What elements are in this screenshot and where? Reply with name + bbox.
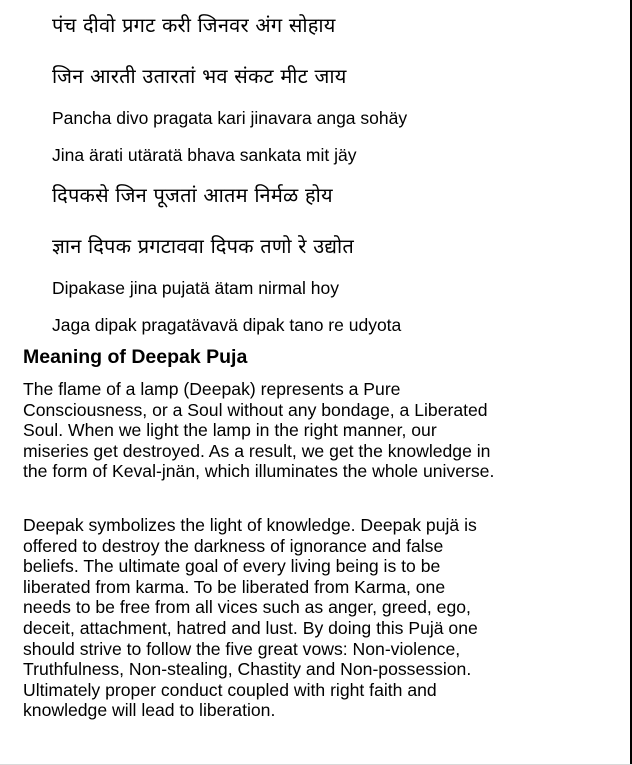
verse1-devanagari-line1: पंच दीवो प्रगट करी जिनवर अंग सोहाय xyxy=(52,13,336,37)
paragraph-line: The flame of a lamp (Deepak) represents a Pure xyxy=(23,379,401,399)
paragraph-line: should strive to follow the five great vows: Non-violence, xyxy=(23,638,461,659)
meaning-paragraph-1 xyxy=(23,379,623,482)
paragraph-line: knowledge will lead to liberation. xyxy=(23,700,276,721)
meaning-heading: Meaning of Deepak Puja xyxy=(23,346,248,368)
paragraph-line: Ultimately proper conduct coupled with right faith and xyxy=(23,679,437,700)
paragraph-line: Soul. When we light the lamp in the right manner, our xyxy=(23,420,437,441)
paragraph-line: liberated from karma. To be liberated from Karma, one xyxy=(23,576,446,597)
verse2-devanagari-line1: दिपकसे जिन पूजतां आतम निर्मळ होय xyxy=(52,183,333,207)
verse1-transliteration-line2: Jina ärati utäratä bhava sankata mit jäy xyxy=(52,145,357,165)
verse2-transliteration-line1: Dipakase jina pujatä ätam nirmal hoy xyxy=(52,278,339,298)
paragraph-line: Truthfulness, Non-stealing, Chastity and Non-possession. xyxy=(23,659,472,680)
verse1-devanagari-line2: जिन आरती उतारतां भव संकट मीट जाय xyxy=(52,64,347,88)
verse2-transliteration-line2: Jaga dipak pragatävavä dipak tano re udyota xyxy=(52,315,402,335)
paragraph-line: the form of Keval-jnän, which illuminates the whole universe. xyxy=(23,461,495,482)
verse1-transliteration-line1: Pancha divo pragata kari jinavara anga sohäy xyxy=(52,108,408,128)
paragraph-line: Consciousness, or a Soul without any bondage, a Liberated xyxy=(23,399,488,420)
paragraph-line: needs to be free from all vices such as anger, greed, ego, xyxy=(23,597,471,618)
meaning-paragraph-2 xyxy=(23,515,623,721)
paragraph-line: offered to destroy the darkness of ignorance and false xyxy=(23,535,444,556)
paragraph-line: beliefs. The ultimate goal of every living being is to be xyxy=(23,556,441,577)
paragraph-line: miseries get destroyed. As a result, we get the knowledge in xyxy=(23,440,491,461)
paragraph-line: deceit, attachment, hatred and lust. By doing this Pujä one xyxy=(23,617,478,638)
verse2-devanagari-line2: ज्ञान दिपक प्रगटाववा दिपक तणो रे उद्योत xyxy=(52,234,354,258)
paragraph-line: Deepak symbolizes the light of knowledge. Deepak pujä is xyxy=(23,515,477,535)
